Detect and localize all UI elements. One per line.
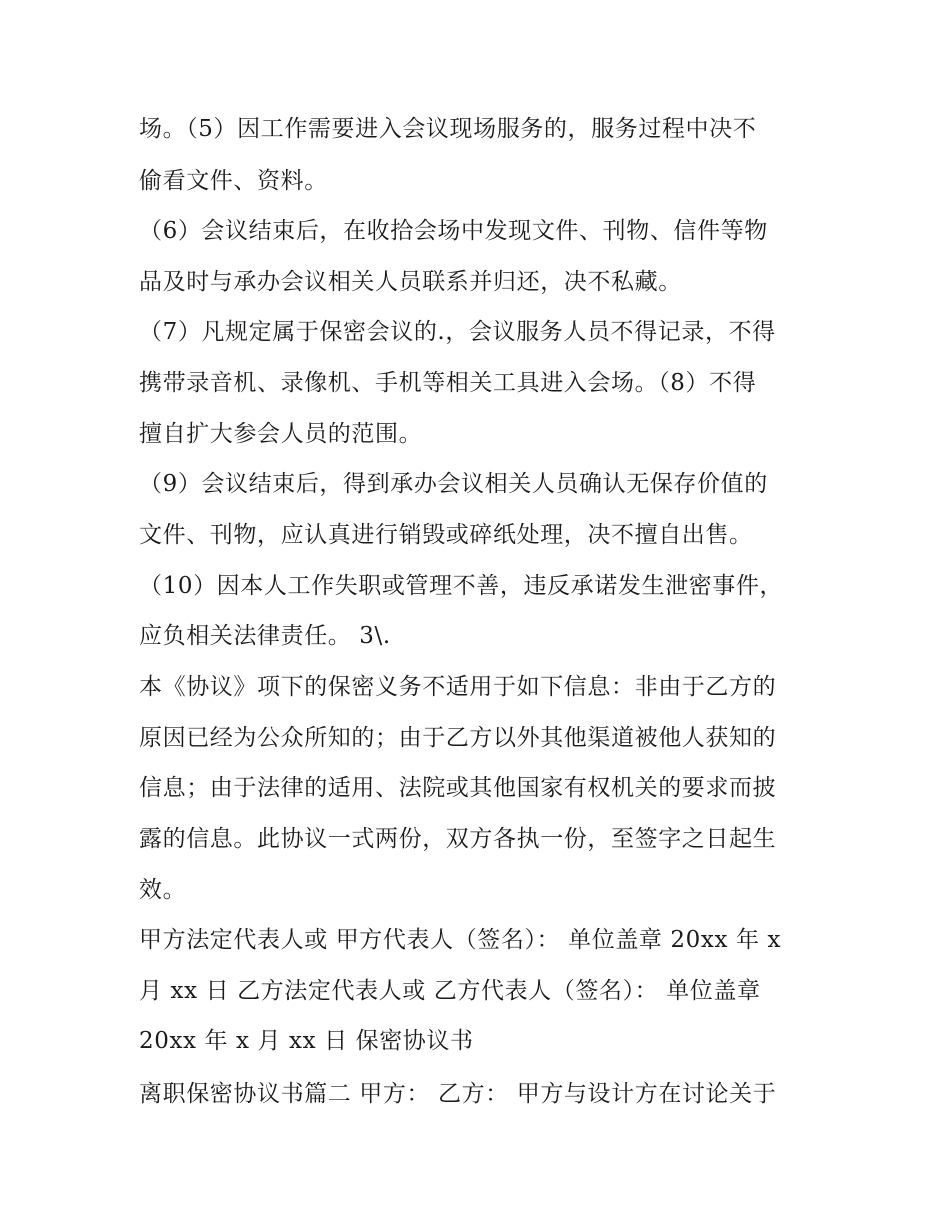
text-line: （7）凡规定属于保密会议的.，会议服务人员不得记录，不得: [139, 319, 776, 345]
text-line: 效。: [139, 877, 187, 903]
text-line: 携带录音机、录像机、手机等相关工具进入会场。（8）不得: [139, 370, 757, 396]
text-line: 20xx 年 x 月 xx 日 保密协议书: [139, 1028, 474, 1054]
text-line: 原因已经为公众所知的；由于乙方以外其他渠道被他人获知的: [139, 725, 777, 751]
text-line: 离职保密协议书篇二 甲方： 乙方： 甲方与设计方在讨论关于: [139, 1081, 777, 1107]
text-line: （9）会议结束后，得到承办会议相关人员确认无保存价值的: [139, 471, 768, 497]
text-line: （6）会议结束后，在收拾会场中发现文件、刊物、信件等物: [139, 218, 768, 244]
text-line: 信息；由于法律的适用、法院或其他国家有权机关的要求而披: [139, 775, 777, 801]
text-line: 本《协议》项下的保密义务不适用于如下信息：非由于乙方的: [139, 674, 777, 700]
text-line: 月 xx 日 乙方法定代表人或 乙方代表人（签名）： 单位盖章: [139, 978, 761, 1004]
text-line: 擅自扩大参会人员的范围。: [139, 421, 423, 447]
text-line: 偷看文件、资料。: [139, 168, 328, 194]
text-line: 露的信息。此协议一式两份，双方各执一份，至签字之日起生: [139, 826, 777, 852]
text-line: 场。（5）因工作需要进入会议现场服务的，服务过程中决不: [139, 116, 757, 142]
text-line: 品及时与承办会议相关人员联系并归还，决不私藏。: [139, 269, 682, 295]
text-line: 应负相关法律责任。 3\.: [139, 623, 391, 649]
text-line: （10）因本人工作失职或管理不善，违反承诺发生泄密事件，: [139, 573, 784, 599]
text-line: 文件、刊物，应认真进行销毁或碎纸处理，决不擅自出售。: [139, 522, 753, 548]
text-line: 甲方法定代表人或 甲方代表人（签名）： 单位盖章 20xx 年 x: [139, 927, 782, 953]
